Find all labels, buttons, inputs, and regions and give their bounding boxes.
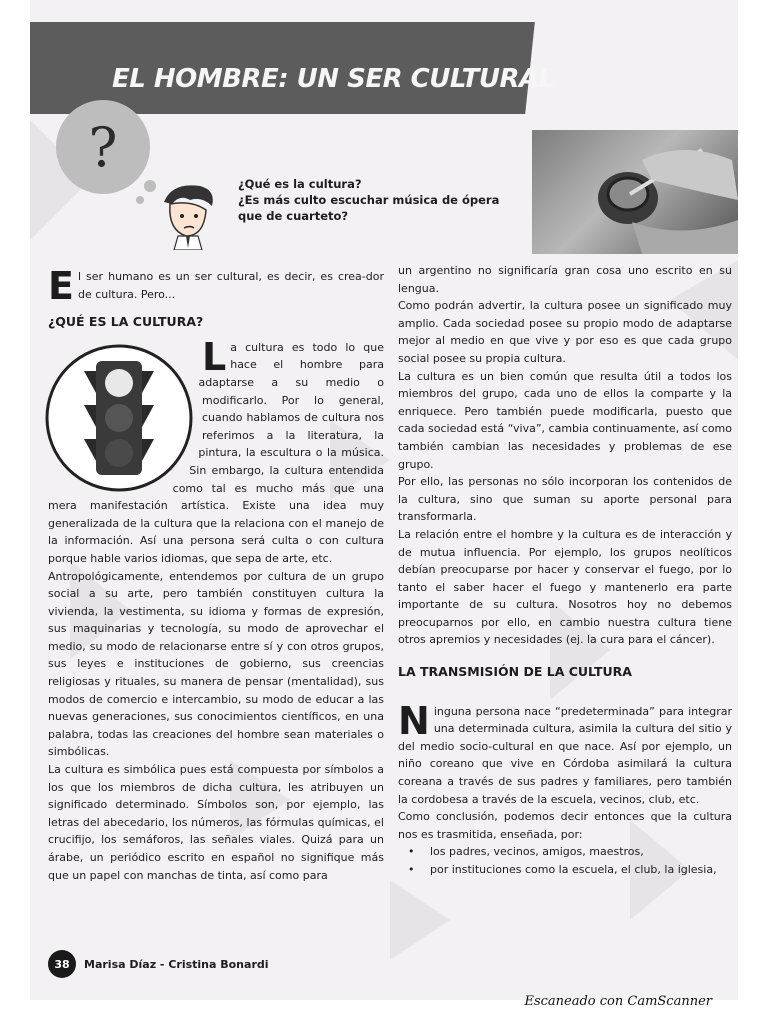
page-footer (48, 950, 269, 978)
page-number: 38 (48, 950, 76, 978)
paragraph (48, 334, 384, 568)
traffic-light-icon (44, 343, 194, 493)
intro-questions (238, 176, 528, 224)
authors: Marisa Díaz - Cristina Bonardi (84, 957, 269, 971)
paragraph: La cultura es simbólica pues está compuesta por símbolos a los que los miembros de dicha cultura, les atribuyen un significado determinado. Símbolos son, por ejemplo, las letras del abecedario, los números, las fórmulas químicas, el crucifijo, los semáforos, las señales viales. Quizá para un árabe, un periódico escrito en español no signifique más que un papel con manchas de tinta, así como para (48, 763, 384, 882)
page (30, 0, 738, 1000)
bullet-list (398, 843, 732, 878)
paragraph: La relación entre el hombre y la cultura es de interacción y de mutua influencia. Por ejemplo, los grupos neolíticos debían preocuparse por hacer y conservar el fuego, por lo tanto el saber hacer el fuego y mantenerlo era parte importante de su cultura. Nosotros hoy no debemos preocuparnos por ello, en cambio nuestra cultura tiene otros apremios y necesidades (ej. la cura para el cáncer). (398, 527, 732, 647)
drop-cap: L (202, 334, 227, 379)
question-line: que de cuarteto? (238, 209, 349, 223)
question-mark-icon: ? (88, 115, 118, 179)
page-title: EL HOMBRE: UN SER CULTURAL (112, 64, 555, 94)
question-line: ¿Qué es la cultura? (238, 177, 362, 191)
right-column (398, 262, 732, 879)
intro-text: l ser humano es un ser cultural, es decir, es crea-dor de cultura. Pero... (77, 270, 384, 301)
scanner-watermark: Escaneado con CamScanner (524, 994, 712, 1009)
intro-paragraph (48, 264, 384, 308)
section-heading: ¿QUÉ ES LA CULTURA? (48, 314, 204, 330)
question-bubble (56, 100, 150, 194)
paragraph-text: inguna persona nace “predeterminada” para integrar una determinada cultura, asimila la cultura del sitio y del medio socio-cultural en que nace. Así por ejemplo, un niño coreano que vive en Córdoba asimilará la cultura coreana a través de sus padres y familiares, pero también la cordobesa a través de la escuela, vecinos, club, etc. (398, 704, 732, 806)
question-line: ¿Es más culto escuchar música de ópera (238, 193, 500, 207)
paragraph: un argentino no significaría gran cosa uno escrito en su lengua. (398, 264, 732, 295)
paragraph-text: a cultura es todo lo que hace el hombre para adaptarse a su medio o modificarlo. Por lo general, cuando hablamos de cultura nos referimos a la literatura, la pintura, la escultura o la música. Sin embargo, la cultura entendida como tal es mucho más que una mera manifestación artística. Existe una idea muy generalizada de la cultura que la relaciona con el manejo de la información. Así una persona será culta o con cultura porque hable varios idiomas, que sepa de arte, etc. (48, 340, 384, 565)
drop-cap: N (398, 698, 430, 743)
paragraph (398, 698, 732, 809)
list-item: • por instituciones como la escuela, el club, la iglesia, (430, 861, 732, 879)
paragraph: Como conclusión, podemos decir entonces que la cultura nos es trasmitida, enseñada, por: (398, 810, 732, 841)
thinking-boy-icon (142, 180, 232, 250)
left-column (48, 264, 384, 884)
paragraph: Por ello, las personas no sólo incorporan los contenidos de la cultura, sino que suman su aporte personal para transformarla. (398, 475, 732, 524)
drop-cap: E (48, 264, 74, 308)
paragraph: La cultura es un bien común que resulta útil a todos los miembros del grupo, cada uno de ellos la comparte y la enriquece. Pero también puede modificarla, puesto que cada sociedad está “viva”, cambia continuamente, así como también cambian las necesidades y problemas de ese grupo. (398, 369, 732, 471)
mate-photo (532, 130, 738, 254)
paragraph: Como podrán advertir, la cultura posee un significado muy amplio. Cada sociedad posee su propio modo de adaptarse mejor al medio en que vive y por eso es que cada grupo social posee su propia cultura. (398, 299, 732, 365)
section-heading: LA TRANSMISIÓN DE LA CULTURA (398, 664, 632, 680)
paragraph: Antropológicamente, entendemos por cultura de un grupo social a su arte, pero también constituyen cultura la vivienda, la vestimenta, su idioma y formas de expresión, sus maquinarias y tecnología, su modo de aprovechar el medio, su modo de relacionarse entre sí y con otros grupos, sus leyes e instituciones de gobierno, sus creencias religiosas y rituales, su manera de pensar (mentalidad), sus modos de comercio e intercambio, su modo de educar a las nuevas generaciones, sus conocimientos científicos, en una palabra, todas las creaciones del hombre sean materiales o simbólicas. (48, 569, 384, 759)
list-item: • los padres, vecinos, amigos, maestros, (430, 843, 732, 861)
mate-gourd-image (532, 130, 738, 254)
